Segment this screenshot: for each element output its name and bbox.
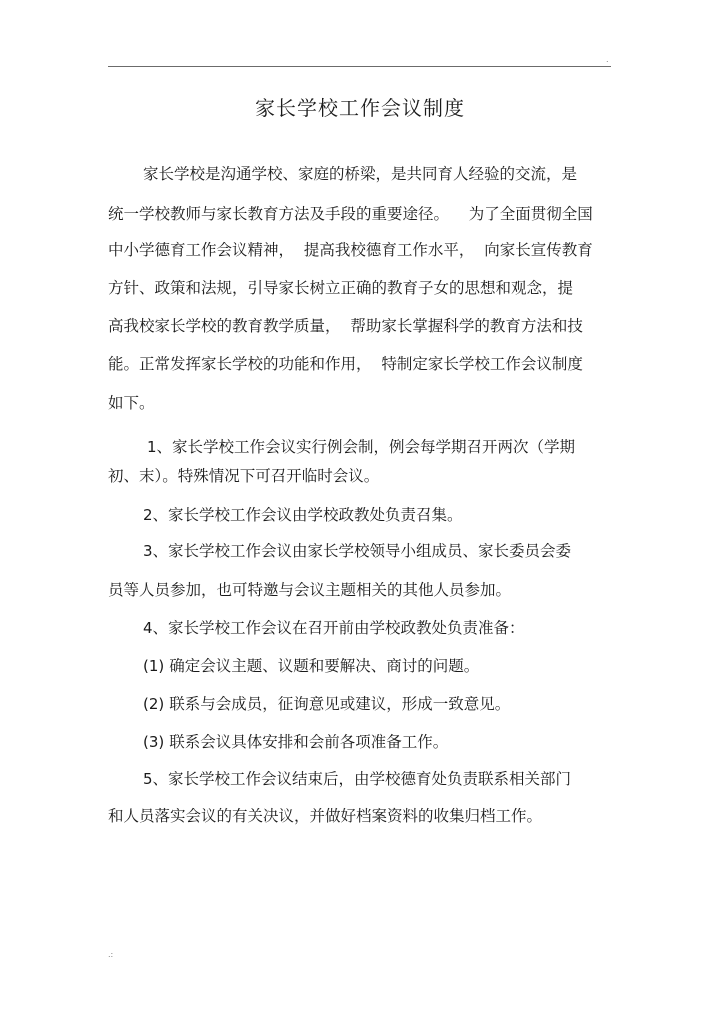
rule-item-5-cont: 和人员落实会议的有关决议，并做好档案资料的收集归档工作。 bbox=[108, 807, 543, 825]
rule-item-1-cont: 初、末）。特殊情况下可召开临时会议。 bbox=[108, 467, 380, 485]
intro-line: 中小学德育工作会议精神， 提高我校德育工作水平， 向家长宣传教育 bbox=[108, 241, 593, 259]
item-text: 、家长学校工作会议实行例会制，例会每学期召开两次（学期 bbox=[156, 438, 576, 456]
rule-item-2 bbox=[143, 505, 463, 525]
sub-item-3 bbox=[143, 732, 448, 752]
item-text: 、家长学校工作会议由家长学校领导小组成员、家长委员会委 bbox=[152, 542, 572, 560]
sub-item-1 bbox=[143, 656, 479, 676]
header-rule bbox=[108, 66, 611, 67]
intro-line: 如下。 bbox=[108, 394, 155, 412]
header-mark: . bbox=[606, 55, 609, 64]
intro-line: 统一学校教师与家长教育方法及手段的重要途径。 为了全面贯彻全国 bbox=[108, 205, 593, 223]
rule-item-3 bbox=[143, 541, 571, 561]
rule-item-3-cont: 员等人员参加，也可特邀与会议主题相关的其他人员参加。 bbox=[108, 581, 512, 599]
rule-item-4 bbox=[143, 618, 525, 638]
sub-item-number: (1) bbox=[143, 657, 165, 675]
intro-line: 高我校家长学校的教育教学质量， 帮助家长掌握科学的教育方法和技 bbox=[108, 317, 583, 335]
item-text: 、家长学校工作会议在召开前由学校政教处负责准备： bbox=[152, 619, 525, 637]
item-number: 1 bbox=[147, 438, 157, 456]
item-number: 4 bbox=[143, 619, 153, 637]
intro-line: 能。正常发挥家长学校的功能和作用， 特制定家长学校工作会议制度 bbox=[108, 355, 583, 373]
item-number: 2 bbox=[143, 506, 153, 524]
sub-item-text: 联系会议具体安排和会前各项准备工作。 bbox=[169, 733, 449, 751]
rule-item-5 bbox=[143, 769, 571, 789]
sub-item-number: (2) bbox=[143, 695, 165, 713]
item-text: 、家长学校工作会议结束后，由学校德育处负责联系相关部门 bbox=[152, 770, 572, 788]
item-number: 3 bbox=[143, 542, 153, 560]
rule-item-1 bbox=[147, 437, 575, 457]
sub-item-text: 联系与会成员，征询意见或建议，形成一致意见。 bbox=[169, 695, 511, 713]
footer-mark: .: bbox=[108, 950, 114, 959]
intro-line: 家长学校是沟通学校、家庭的桥梁，是共同育人经验的交流，是 bbox=[143, 165, 578, 183]
sub-item-text: 确定会议主题、议题和要解决、商讨的问题。 bbox=[169, 657, 480, 675]
document-title: 家长学校工作会议制度 bbox=[255, 96, 465, 120]
item-text: 、家长学校工作会议由学校政教处负责召集。 bbox=[152, 506, 463, 524]
sub-item-2 bbox=[143, 694, 510, 714]
intro-line: 方针、政策和法规，引导家长树立正确的教育子女的思想和观念，提 bbox=[108, 279, 574, 297]
item-number: 5 bbox=[143, 770, 153, 788]
sub-item-number: (3) bbox=[143, 733, 165, 751]
